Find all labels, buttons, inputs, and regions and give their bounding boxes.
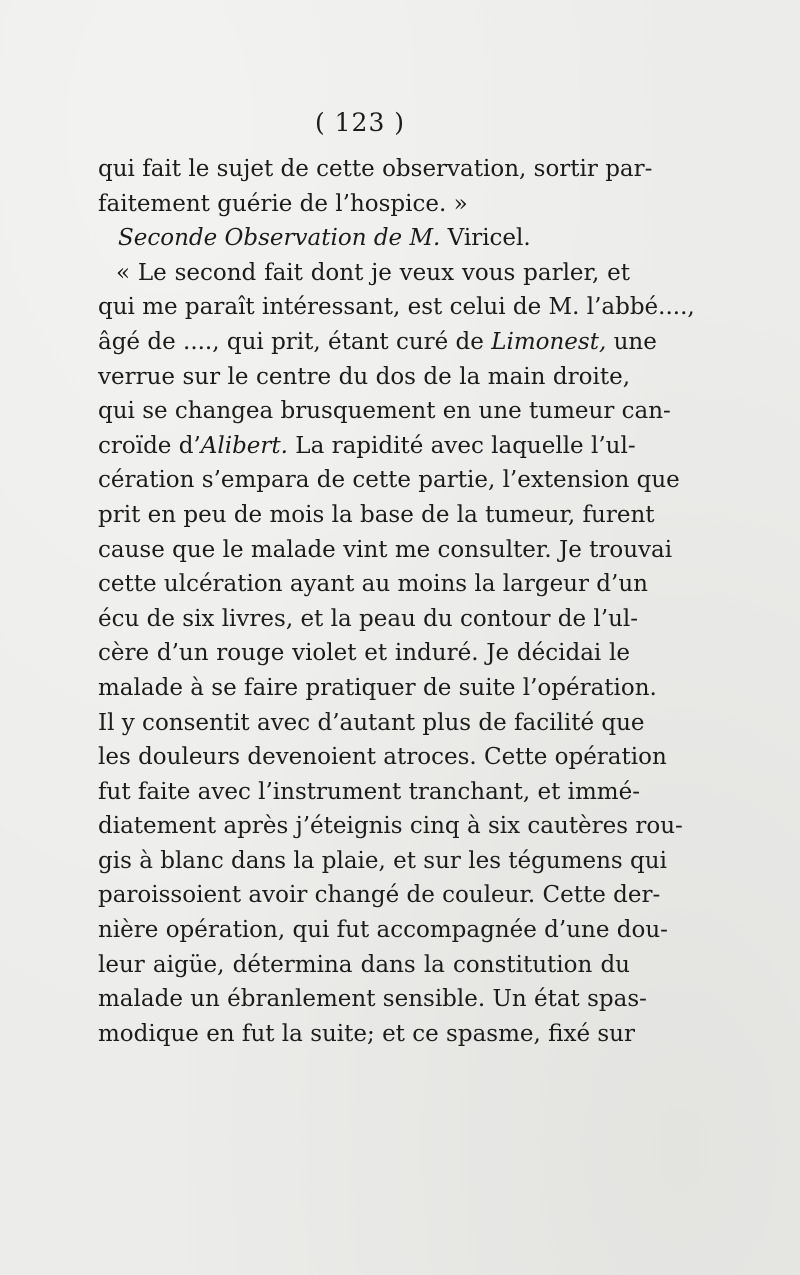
text-line: paroissoient avoir changé de couleur. Cette der- (98, 882, 661, 909)
place-name: Limonest, (491, 328, 607, 355)
text-line: leur aigüe, détermina dans la constitution du (98, 951, 630, 978)
text-line (98, 429, 636, 464)
text-line: nière opération, qui fut accompagnée d’une dou- (98, 917, 668, 944)
heading-name: Viricel. (440, 225, 531, 252)
text-line: qui se changea brusquement en une tumeur can- (98, 398, 671, 425)
text-line: « Le second fait dont je veux vous parler, et (116, 259, 630, 286)
text-line: fut faite avec l’instrument tranchant, et immé- (98, 778, 640, 805)
text-line: cération s’empara de cette partie, l’extension que (98, 467, 680, 494)
text-line: les douleurs devenoient atroces. Cette opération (98, 744, 667, 771)
text-line: gis à blanc dans la plaie, et sur les tégumens qui (98, 847, 667, 874)
text-line: cette ulcération ayant au moins la largeur d’un (98, 571, 648, 598)
text-line: prit en peu de mois la base de la tumeur, furent (98, 501, 655, 528)
text-line: verrue sur le centre du dos de la main droite, (98, 363, 630, 390)
text-fragment: croïde d’ (98, 432, 201, 459)
section-heading (98, 221, 630, 256)
text-fragment: une (606, 328, 657, 355)
text-line: qui me paraît intéressant, est celui de M. l’abbé...., (98, 294, 695, 321)
text-fragment: âgé de ...., qui prit, étant curé de (98, 328, 492, 355)
text-line: cause que le malade vint me consulter. Je trouvai (98, 536, 673, 563)
text-line: malade à se faire pratiquer de suite l’opération. (98, 674, 657, 701)
text-line: qui fait le sujet de cette observation, sortir par- (98, 156, 653, 182)
text-line (98, 325, 657, 360)
text-fragment: La rapidité avec laquelle l’ul- (287, 432, 636, 459)
text-line: faitement guérie de l’hospice. » (98, 190, 468, 217)
author-name: Alibert. (200, 432, 288, 459)
text-line: écu de six livres, et la peau du contour de l’ul- (98, 605, 639, 632)
text-line: cère d’un rouge violet et induré. Je décidai le (98, 640, 630, 667)
text-line: Il y consentit avec d’autant plus de facilité que (98, 709, 645, 736)
text-line: modique en fut la suite; et ce spasme, fixé sur (98, 1020, 635, 1047)
body-text (98, 152, 695, 1051)
text-line: diatement après j’éteignis cinq à six cautères rou- (98, 813, 683, 840)
page-number: ( 123 ) (314, 108, 406, 137)
heading-italic: Seconde Observation de M. (118, 225, 441, 252)
text-line: malade un ébranlement sensible. Un état spas- (98, 986, 647, 1013)
